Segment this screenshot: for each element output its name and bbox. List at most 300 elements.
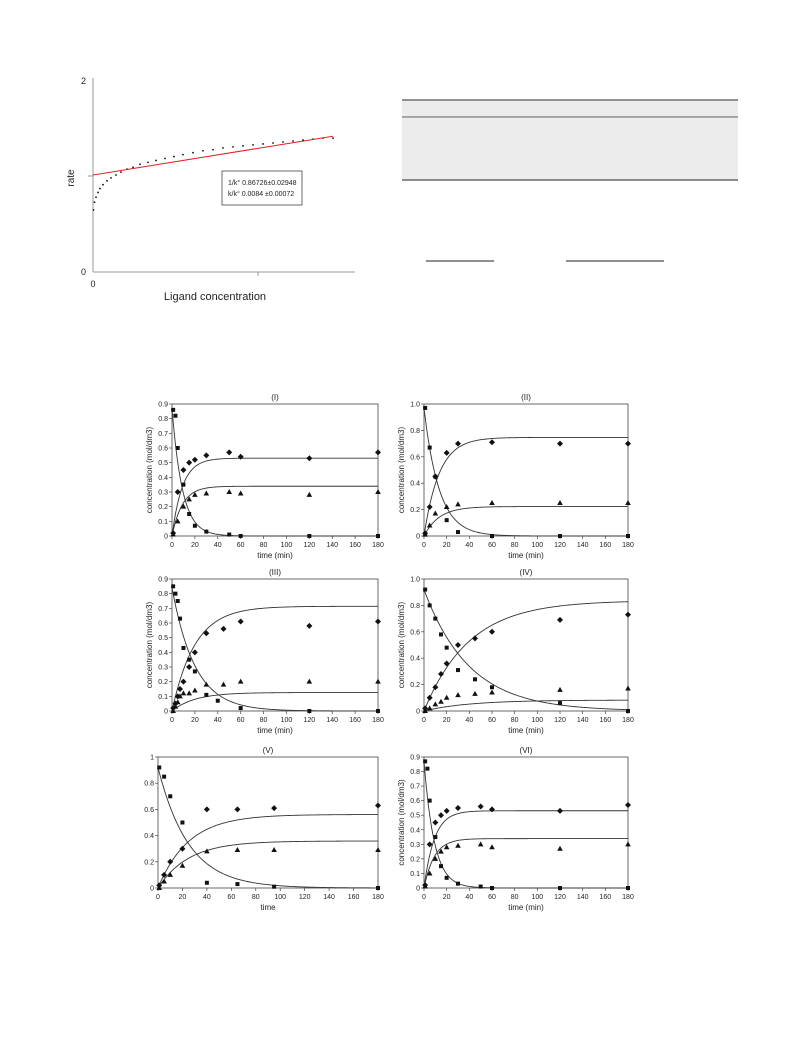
square-point	[479, 885, 483, 889]
fit-curve-product-minor	[172, 693, 378, 711]
fit-curve-reactant	[172, 408, 378, 536]
x-tick-label: 0	[422, 542, 426, 549]
rate-point	[173, 156, 175, 158]
rate-point	[282, 141, 284, 143]
square-point	[173, 592, 177, 596]
triangle-point	[433, 701, 439, 706]
y-tick-label: 0.6	[158, 445, 168, 453]
triangle-point	[375, 847, 381, 852]
y-tick-label: 0.6	[410, 629, 420, 637]
y-tick-label: 0.8	[410, 769, 420, 777]
plot-frame	[424, 579, 628, 711]
x-tick-label: 80	[510, 717, 519, 724]
x-tick-label: 80	[510, 894, 519, 901]
square-point	[439, 864, 443, 868]
x-tick-label: 120	[554, 542, 566, 549]
y-tick-label: 0.8	[158, 416, 168, 424]
x-tick-label: 20	[178, 894, 187, 901]
x-tick-label: 100	[531, 717, 544, 724]
rate-point	[95, 196, 97, 198]
x-tick-label: 80	[259, 717, 268, 724]
x-tick-label: 140	[326, 717, 339, 724]
square-point	[473, 677, 477, 681]
x-tick-label: 20	[442, 717, 451, 724]
y-tick-label: 0.4	[144, 833, 154, 841]
x-tick-label: 140	[576, 542, 589, 549]
triangle-point	[221, 682, 227, 687]
rate-point	[102, 184, 104, 186]
diamond-point	[226, 449, 232, 455]
square-point	[193, 524, 197, 528]
plot-frame	[172, 579, 378, 711]
y-tick-label: 1.0	[410, 576, 420, 584]
triangle-point	[238, 490, 244, 495]
fit-curve-reactant	[424, 761, 628, 888]
y-tick-label: 1.0	[410, 401, 420, 409]
square-point	[187, 512, 191, 516]
rate-point	[262, 143, 264, 145]
top-y-tick-2: 2	[80, 76, 86, 86]
square-point	[423, 588, 427, 592]
top-y-label: rate	[66, 169, 77, 187]
y-tick-label: 0	[150, 885, 154, 893]
fit-curve-product-minor	[424, 507, 628, 536]
top-legend-line2: k/k° 0.0084 ±0.00072	[228, 191, 295, 198]
square-point	[204, 693, 208, 697]
square-point	[445, 876, 449, 880]
y-tick-label: 0.7	[158, 605, 168, 613]
square-point	[171, 584, 175, 588]
rate-point	[110, 177, 112, 179]
x-tick-label: 20	[442, 894, 451, 901]
triangle-point	[181, 690, 187, 695]
x-tick-label: 180	[372, 894, 384, 901]
square-point	[205, 881, 209, 885]
y-tick-label: 0.4	[410, 480, 420, 488]
diamond-point	[625, 612, 631, 618]
x-axis-label: time (min)	[508, 551, 544, 560]
rate-point	[332, 137, 334, 139]
x-tick-label: 0	[156, 894, 160, 901]
y-tick-label: 0.5	[410, 812, 420, 820]
x-tick-label: 140	[576, 894, 589, 901]
triangle-point	[444, 695, 450, 700]
triangle-point	[438, 849, 444, 854]
diamond-point	[444, 450, 450, 456]
diamond-point	[444, 808, 450, 814]
square-point	[433, 617, 437, 621]
top-y-tick-0: 0	[80, 267, 86, 277]
square-point	[187, 658, 191, 662]
y-tick-label: 0.2	[144, 859, 154, 867]
diamond-point	[271, 805, 277, 811]
y-tick-label: 0.1	[158, 518, 168, 526]
x-tick-label: 160	[599, 717, 612, 724]
x-tick-label: 140	[323, 894, 335, 901]
triangle-point	[204, 682, 210, 687]
x-tick-label: 60	[488, 542, 496, 549]
empty-table	[402, 100, 738, 180]
x-tick-label: 100	[274, 894, 287, 901]
square-point	[558, 701, 562, 705]
diamond-point	[375, 449, 381, 455]
diamond-point	[625, 441, 631, 447]
triangle-point	[625, 686, 631, 691]
diamond-point	[455, 805, 461, 811]
x-tick-label: 40	[465, 542, 474, 549]
square-point	[235, 882, 239, 886]
fit-curve-product-major	[424, 437, 628, 536]
x-tick-label: 0	[422, 894, 426, 901]
x-axis-label: time (min)	[508, 903, 544, 912]
kinetics-panel-VI	[397, 746, 634, 912]
diamond-point	[478, 803, 484, 809]
y-tick-label: 0.1	[410, 870, 420, 878]
x-tick-label: 160	[599, 542, 612, 549]
x-tick-label: 100	[531, 894, 544, 901]
x-tick-label: 60	[227, 894, 236, 901]
y-tick-label: 0.2	[158, 504, 168, 512]
rate-point	[242, 145, 244, 147]
y-tick-label: 0.1	[158, 693, 168, 701]
fit-curve-product-major	[172, 606, 378, 711]
square-point	[181, 646, 185, 650]
triangle-point	[204, 490, 210, 495]
square-point	[162, 775, 166, 779]
square-point	[626, 886, 630, 890]
x-tick-label: 0	[422, 717, 426, 724]
ligand-rate-chart	[66, 76, 355, 303]
x-tick-label: 80	[251, 894, 260, 901]
triangle-point	[235, 847, 241, 852]
diamond-point	[432, 820, 438, 826]
y-tick-label: 1	[150, 754, 154, 762]
kinetics-panel-I	[145, 393, 384, 560]
x-tick-label: 40	[465, 717, 474, 724]
fit-curve-product-minor	[424, 839, 628, 888]
triangle-point	[238, 679, 244, 684]
y-tick-label: 0.3	[158, 489, 168, 497]
plot-frame	[158, 757, 378, 888]
diamond-point	[186, 460, 192, 466]
y-axis-label: concentration (mol/dm3)	[397, 779, 406, 866]
y-tick-label: 0.5	[158, 460, 168, 468]
fit-curve-product-minor	[158, 841, 378, 888]
rate-point	[147, 161, 149, 163]
top-fit-line	[93, 136, 333, 175]
diamond-point	[489, 439, 495, 445]
diamond-point	[179, 846, 185, 852]
diamond-point	[444, 660, 450, 666]
x-axis-label: time (min)	[508, 726, 544, 735]
diamond-point	[180, 467, 186, 473]
rate-point	[132, 166, 134, 168]
fit-curve-reactant	[424, 590, 628, 710]
square-point	[456, 668, 460, 672]
diamond-point	[192, 457, 198, 463]
x-tick-label: 0	[170, 542, 174, 549]
triangle-point	[271, 847, 277, 852]
square-point	[433, 835, 437, 839]
x-tick-label: 140	[576, 717, 589, 724]
triangle-point	[455, 692, 461, 697]
fit-curve-reactant	[424, 408, 628, 536]
triangle-point	[557, 846, 563, 851]
diamond-point	[438, 812, 444, 818]
x-axis-label: time (min)	[257, 726, 293, 735]
diamond-point	[234, 806, 240, 812]
y-tick-label: 0.7	[410, 783, 420, 791]
diamond-point	[221, 626, 227, 632]
triangle-point	[427, 705, 433, 710]
diamond-point	[238, 454, 244, 460]
triangle-point	[186, 496, 192, 501]
triangle-point	[433, 511, 439, 516]
x-tick-label: 40	[465, 894, 474, 901]
kinetics-panel-III	[145, 568, 384, 735]
diamond-point	[472, 635, 478, 641]
panel-title: (III)	[269, 568, 281, 577]
rate-point	[252, 144, 254, 146]
square-point	[456, 530, 460, 534]
x-tick-label: 160	[349, 717, 361, 724]
diamond-point	[489, 629, 495, 635]
rate-point	[97, 192, 99, 194]
y-tick-label: 0.4	[158, 649, 168, 657]
square-point	[490, 685, 494, 689]
y-tick-label: 0.5	[158, 635, 168, 643]
triangle-point	[455, 501, 461, 506]
x-tick-label: 180	[622, 542, 634, 549]
plot-frame	[424, 404, 628, 536]
fit-curve-product-major	[158, 815, 378, 888]
square-point	[428, 799, 432, 803]
y-axis-label: concentration (mol/dm3)	[397, 601, 406, 689]
x-tick-label: 160	[599, 894, 612, 901]
triangle-point	[489, 844, 495, 849]
rate-point	[232, 146, 234, 148]
y-tick-label: 0.3	[158, 664, 168, 672]
square-point	[445, 646, 449, 650]
top-x-label: Ligand concentration	[163, 291, 267, 303]
fit-curve-product-minor	[172, 486, 378, 536]
y-tick-label: 0	[164, 708, 168, 716]
square-point	[558, 534, 562, 538]
square-point	[176, 599, 180, 603]
fit-curve-product-major	[424, 602, 628, 711]
rate-point	[99, 188, 101, 190]
square-point	[425, 767, 429, 771]
triangle-point	[557, 687, 563, 692]
rate-point	[93, 209, 95, 211]
y-tick-label: 0	[416, 533, 420, 541]
triangle-point	[226, 489, 232, 494]
diamond-point	[306, 455, 312, 461]
square-point	[171, 408, 175, 412]
y-tick-label: 0.4	[410, 827, 420, 835]
diamond-point	[427, 504, 433, 510]
top-legend-box	[222, 171, 302, 205]
kinetics-panel-V	[144, 746, 384, 912]
table-body-band	[402, 118, 738, 180]
square-point	[456, 882, 460, 886]
x-tick-label: 0	[170, 717, 174, 724]
x-tick-label: 60	[236, 542, 245, 549]
table-header-band	[402, 101, 738, 117]
rate-point	[292, 140, 294, 142]
x-tick-label: 60	[236, 717, 245, 724]
x-tick-label: 140	[326, 542, 339, 549]
y-tick-label: 0.6	[158, 620, 168, 628]
y-tick-label: 0.7	[158, 430, 168, 438]
rate-point	[164, 158, 166, 160]
diamond-point	[375, 802, 381, 808]
diamond-point	[180, 679, 186, 685]
diamond-point	[427, 695, 433, 701]
x-tick-label: 160	[347, 894, 360, 901]
y-axis-label: concentration (mol/dm3)	[397, 426, 406, 514]
rate-point	[139, 163, 141, 165]
triangle-point	[557, 500, 563, 505]
x-tick-label: 100	[280, 717, 293, 724]
triangle-point	[307, 679, 313, 684]
plot-frame	[424, 757, 628, 888]
x-tick-label: 120	[303, 542, 316, 549]
panel-title: (V)	[262, 746, 274, 755]
square-point	[423, 759, 427, 763]
square-point	[181, 483, 185, 487]
diamond-point	[186, 664, 192, 670]
square-point	[157, 765, 161, 769]
triangle-point	[472, 691, 478, 696]
x-tick-label: 60	[488, 717, 496, 724]
x-tick-label: 60	[488, 894, 496, 901]
rate-point	[182, 154, 184, 156]
kinetics-panel-II	[397, 393, 634, 560]
square-point	[180, 821, 184, 825]
fit-curve-product-major	[172, 458, 378, 536]
x-tick-label: 40	[202, 894, 211, 901]
x-tick-label: 20	[190, 717, 199, 724]
fit-curve-product-major	[424, 811, 628, 888]
triangle-point	[192, 687, 198, 692]
square-point	[376, 886, 380, 890]
diamond-point	[625, 802, 631, 808]
square-point	[626, 709, 630, 713]
y-tick-label: 0.6	[144, 806, 154, 814]
y-tick-label: 0.4	[410, 655, 420, 663]
x-tick-label: 180	[622, 894, 634, 901]
y-tick-label: 0.2	[410, 682, 420, 690]
fit-curve-product-minor	[424, 700, 628, 711]
x-tick-label: 180	[372, 542, 384, 549]
square-point	[173, 414, 177, 418]
diamond-point	[557, 808, 563, 814]
x-tick-label: 180	[622, 717, 634, 724]
rate-point	[192, 152, 194, 154]
diamond-point	[489, 806, 495, 812]
y-tick-label: 0	[164, 533, 168, 541]
square-point	[178, 617, 182, 621]
square-point	[445, 518, 449, 522]
triangle-point	[307, 492, 313, 497]
rate-point	[272, 142, 274, 144]
y-tick-label: 0.8	[410, 427, 420, 435]
x-tick-label: 40	[213, 542, 222, 549]
top-legend-line1: 1/k° 0.86726±0.02948	[228, 180, 297, 187]
x-tick-label: 20	[442, 542, 451, 549]
diamond-point	[455, 441, 461, 447]
x-tick-label: 100	[531, 542, 544, 549]
diamond-point	[204, 806, 210, 812]
square-point	[176, 446, 180, 450]
diamond-point	[192, 649, 198, 655]
diamond-point	[438, 671, 444, 677]
y-tick-label: 0.8	[144, 780, 154, 788]
triangle-point	[625, 500, 631, 505]
square-point	[307, 534, 311, 538]
panel-title: (II)	[521, 393, 531, 402]
x-tick-label: 120	[298, 894, 311, 901]
diamond-point	[557, 617, 563, 623]
rate-point	[106, 180, 108, 182]
square-point	[307, 709, 311, 713]
y-tick-label: 0.6	[410, 454, 420, 462]
y-axis-label: concentration (mol/dm3)	[145, 426, 154, 514]
x-tick-label: 120	[554, 894, 566, 901]
rate-point	[212, 149, 214, 151]
diamond-point	[203, 630, 209, 636]
y-tick-label: 0.8	[410, 602, 420, 610]
triangle-point	[375, 679, 381, 684]
square-point	[216, 699, 220, 703]
rate-point	[120, 171, 122, 173]
y-tick-label: 0.3	[410, 841, 420, 849]
y-tick-label: 0.9	[158, 576, 168, 584]
x-axis-label: time (min)	[257, 551, 293, 560]
x-tick-label: 120	[303, 717, 316, 724]
square-point	[376, 534, 380, 538]
square-point	[239, 534, 243, 538]
square-point	[168, 794, 172, 798]
y-tick-label: 0.9	[158, 401, 168, 409]
square-point	[193, 669, 197, 673]
panel-title: (I)	[271, 393, 279, 402]
rate-point	[155, 160, 157, 162]
y-tick-label: 0.2	[410, 856, 420, 864]
y-tick-label: 0.2	[158, 679, 168, 687]
square-point	[490, 886, 494, 890]
square-point	[439, 632, 443, 636]
x-tick-label: 120	[554, 717, 566, 724]
y-tick-label: 0.9	[410, 754, 420, 762]
square-point	[626, 534, 630, 538]
y-tick-label: 0.8	[158, 591, 168, 599]
diamond-point	[455, 642, 461, 648]
rate-point	[94, 201, 96, 203]
triangle-point	[186, 690, 192, 695]
triangle-point	[625, 841, 631, 846]
x-tick-label: 100	[280, 542, 293, 549]
y-axis-label: concentration (mol/dm3)	[145, 601, 154, 689]
y-tick-label: 0.6	[410, 798, 420, 806]
square-point	[558, 886, 562, 890]
x-tick-label: 80	[510, 542, 519, 549]
triangle-point	[438, 699, 444, 704]
kinetics-panel-IV	[397, 568, 634, 735]
diamond-point	[238, 619, 244, 625]
square-point	[272, 885, 276, 889]
